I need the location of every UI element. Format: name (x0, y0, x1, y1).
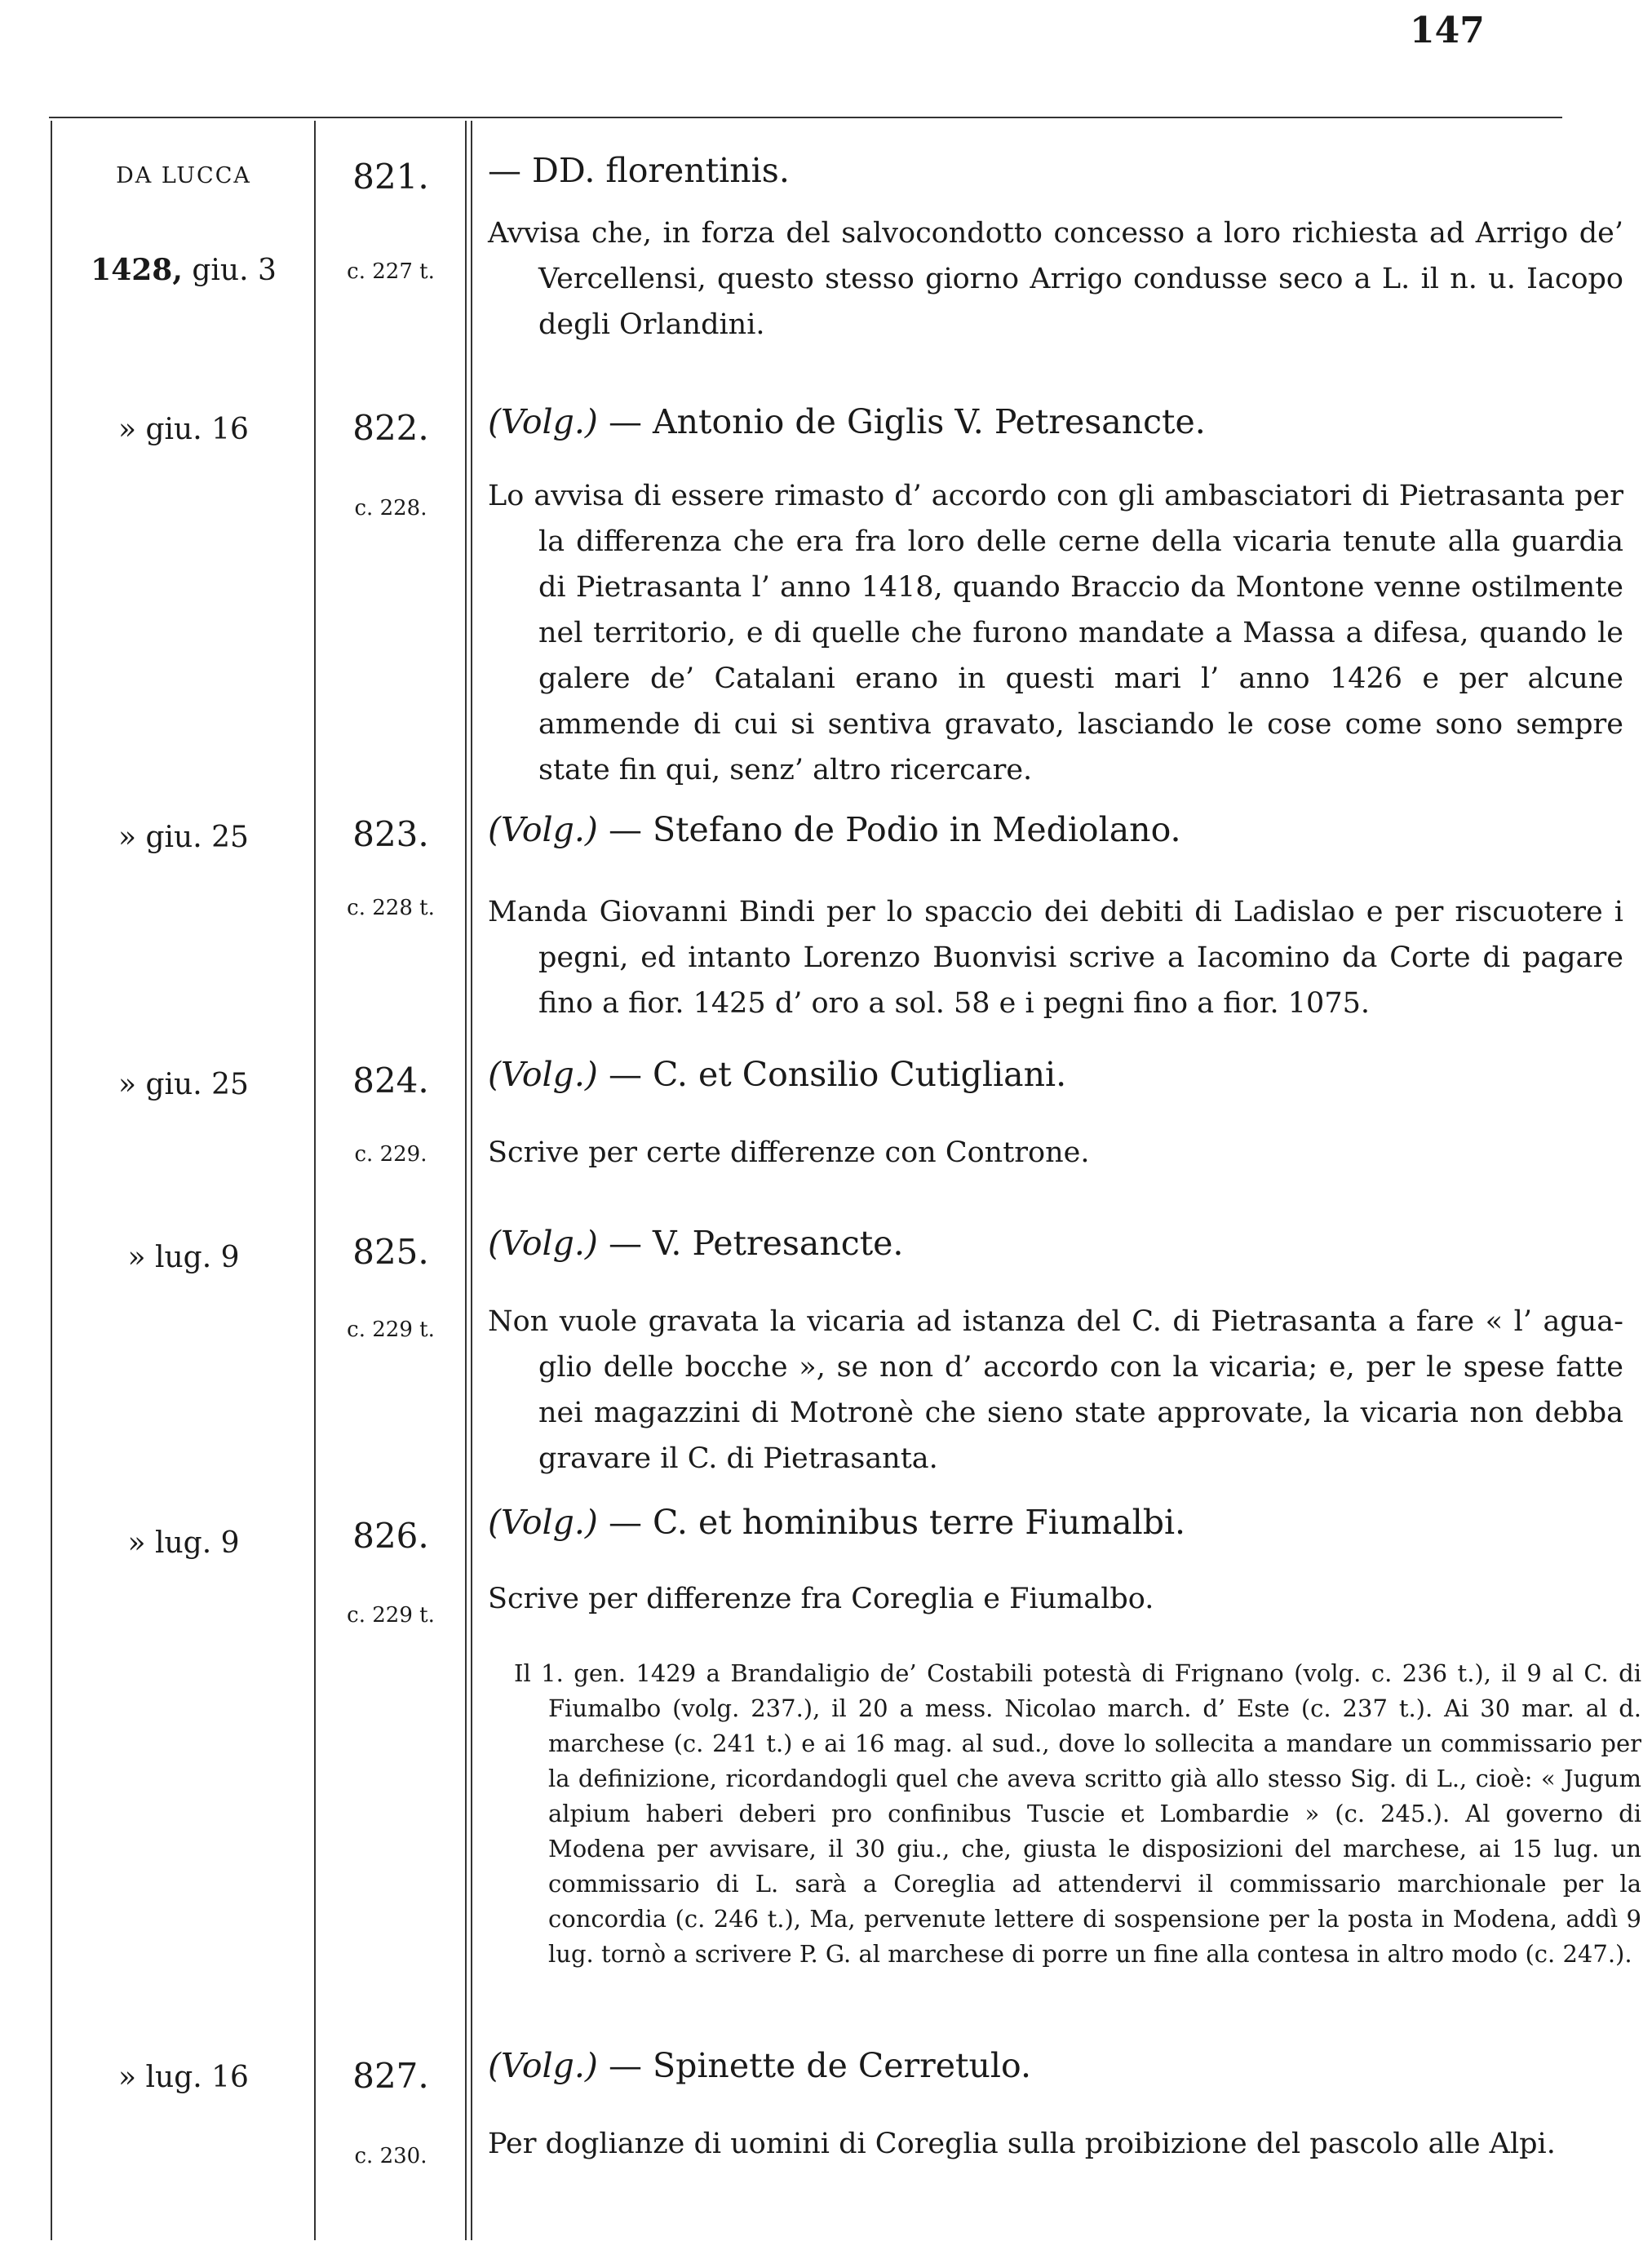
entry-number: 825. (352, 1232, 429, 1272)
entry-folio: c. 229 t. (347, 1318, 435, 1342)
column-rule-left (51, 121, 52, 2240)
entry-number: 826. (352, 1516, 429, 1556)
entry-body: Non vuole gravata la vicaria ad istanza del C. di Pietrasanta a fare « l’ agua-glio delle bocche », se non d’ accordo con la vicaria; e, per le spese fatte nei magazzini di Motronè che sieno state approvate, la vicaria non debba gravare il C. di Pietrasanta. (488, 1305, 1623, 1475)
entry-body: Manda Giovanni Bindi per lo spaccio dei debiti di Ladislao e per riscuotere i pegni, ed intanto Lorenzo Buonvisi scrive a Iacomino da Corte di pagare fino a fior. 1425 d’ oro a sol. 58 e i pegni fino a fior. 1075. (488, 896, 1623, 1020)
entry-heading: (Volg.) — Antonio de Giglis V. Petresancte. (488, 402, 1206, 441)
entry-number: 823. (352, 814, 429, 854)
entry-number: 821. (352, 157, 429, 197)
entry-number: 824. (352, 1061, 429, 1101)
source-label: DA LUCCA (116, 163, 251, 188)
entry-folio: c. 229 t. (347, 1603, 435, 1628)
entry-folio: c. 227 t. (347, 259, 435, 284)
entry-folio: c. 228 t. (347, 896, 435, 920)
entry-heading: (Volg.) — Spinette de Cerretulo. (488, 2046, 1031, 2085)
entry-body: Avvisa che, in forza del salvocondotto concesso a loro richiesta ad Arrigo de’ Vercellensi, questo stesso giorno Arrigo condusse seco a L. il n. u. Iacopo degli Orlandini. (488, 217, 1623, 341)
entry-date: » lug. 16 (118, 2061, 249, 2094)
entry-heading: (Volg.) — C. et hominibus terre Fiumalbi. (488, 1503, 1186, 1542)
entry-date: » giu. 25 (118, 1068, 249, 1101)
entry-date: » lug. 9 (127, 1526, 240, 1560)
entry-note: Il 1. gen. 1429 a Brandaligio de’ Costabili potestà di Frignano (volg. c. 236 t.), il 9 al C. di Fiumalbo (volg. 237.), il 20 a mess. Nicolao march. d’ Este (c. 237 t.). Ai 30 mar. al d. marchese (c. 241 t.) e ai 16 mag. al sud., dove lo sollecita a mandare un commissario per la definizione, ricordandogli quel che aveva scritto già allo stesso Sig. di L., cioè: « Jugum alpium haberi deberi pro confinibus Tuscie et Lombardie » (c. 245.). Al governo di Modena per avvisare, il 30 giu., che, giusta le disposizioni del marchese, ai 15 lug. un commissario di L. sarà a Coreglia ad attendervi il commissario marchionale per la concordia (c. 246 t.), Ma, pervenute lettere di sospensione per la posta in Modena, addì 9 lug. tornò a scrivere P. G. al marchese di porre un fine alla contesa in altro modo (c. 247.). (514, 1659, 1641, 1968)
entry-body: Per doglianze di uomini di Coreglia sulla proibizione del pascolo alle Alpi. (488, 2128, 1556, 2160)
entry-folio: c. 229. (354, 1142, 427, 1167)
entry-heading: (Volg.) — V. Petresancte. (488, 1224, 904, 1263)
entry-folio: c. 230. (354, 2144, 427, 2168)
entry-date: 1428, giu. 3 (91, 253, 277, 287)
column-rule-date (314, 121, 316, 2240)
entry-date: » giu. 25 (118, 821, 249, 854)
entry-body: Scrive per differenze fra Coreglia e Fiumalbo. (488, 1583, 1154, 1615)
entry-body: Lo avvisa di essere rimasto d’ accordo con gli ambasciatori di Pietrasanta per la differenza che era fra loro delle cerne della vicaria tenute alla guardia di Pietrasanta l’ anno 1418, quando Braccio da Montone venne ostilmente nel territorio, e di quelle che furono mandate a Massa a difesa, quando le galere de’ Catalani erano in questi mari l’ anno 1426 e per alcune ammende di cui si sentiva gravato, lasciando le cose come sono sempre state fin qui, senz’ altro ricercare. (488, 480, 1623, 786)
column-rule-number-double (471, 121, 472, 2240)
entry-date: » giu. 16 (118, 413, 249, 446)
entry-heading: (Volg.) — Stefano de Podio in Mediolano. (488, 810, 1181, 849)
column-rule-number (465, 121, 467, 2240)
entry-number: 827. (352, 2056, 429, 2096)
entry-number: 822. (352, 408, 429, 448)
entry-folio: c. 228. (354, 496, 427, 520)
entry-heading: — DD. florentinis. (488, 151, 790, 190)
header-rule (49, 117, 1562, 118)
entry-heading: (Volg.) — C. et Consilio Cutigliani. (488, 1055, 1067, 1094)
entry-body: Scrive per certe differenze con Controne. (488, 1136, 1090, 1169)
page-number: 147 (1410, 10, 1485, 51)
entry-date: » lug. 9 (127, 1241, 240, 1274)
